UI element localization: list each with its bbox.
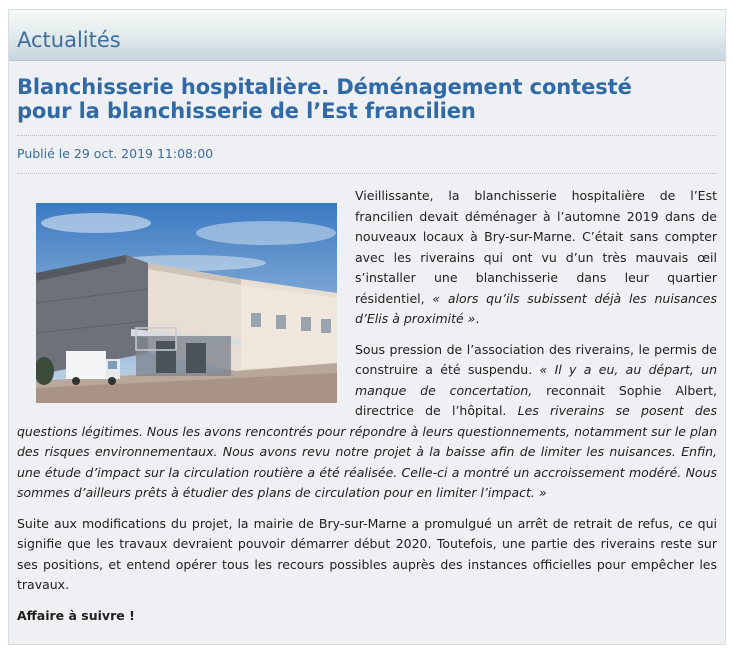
section-title: Actualités bbox=[17, 28, 121, 52]
paragraph-2-quote: « Il y a eu, au départ, un manque de concertation, bbox=[355, 362, 717, 398]
paragraph-2-attribution: reconnait Sophie Albert, directrice de l’hôpital. bbox=[355, 382, 717, 418]
news-panel bbox=[8, 9, 726, 645]
paragraph-3: Suite aux modifications du projet, la mairie de Bry-sur-Marne a promulgué un arrêt de retrait de refus, ce qui signifie que les travaux devraient pouvoir démarrer début 2020. Toutefois, une partie des riverains reste sur ses positions, et entend opérer tous les recours possibles auprès des instances officielles pour empêcher les travaux. bbox=[17, 515, 717, 592]
divider bbox=[17, 135, 717, 136]
building-photo bbox=[36, 203, 337, 403]
paragraph-1-text: Vieillissante, la blanchisserie hospitalière de l’Est francilien devait déménager à l’automne 2019 dans de nouveaux locaux à Bry-sur-Marne. C’était sans compter avec les riverains qui ont vu d’un très mauvais œil s’installer une blanchisserie dans leur quartier résidentiel, bbox=[355, 188, 717, 306]
paragraph-1-end: . bbox=[475, 311, 480, 326]
headline-line-1: Blanchisserie hospitalière. Déménagement contesté bbox=[17, 75, 632, 99]
divider bbox=[17, 173, 717, 174]
section-header bbox=[9, 10, 725, 61]
article-image bbox=[36, 203, 337, 403]
headline-line-2: pour la blanchisserie de l’Est francilien bbox=[17, 99, 476, 123]
article-body bbox=[17, 186, 717, 626]
paragraph-2-quote-continued: Les riverains se posent des questions légitimes. Nous les avons rencontrés pour répondre à leurs questionnements, notamment sur le plan des risques environnementaux. Nous avons revu notre projet à la baisse afin de limiter les nuisances. Enfin, une étude d’impact sur la circulation routière a été réalisée. Celle-ci a montré un accroissement modéré. Nous sommes d’ailleurs prêts à étudier des plans de circulation pour en limiter l’impact. » bbox=[17, 403, 718, 500]
article-headline bbox=[17, 75, 717, 123]
article bbox=[9, 61, 725, 626]
paragraph-2-text: Sous pression de l’association des riverains, le permis de construire a été suspendu. bbox=[355, 341, 717, 377]
publication-date: Publié le 29 oct. 2019 11:08:00 bbox=[17, 146, 214, 161]
paragraph-1-quote: « alors qu’ils subissent déjà les nuisances d’Elis à proximité » bbox=[355, 290, 717, 326]
closing-line: Affaire à suivre ! bbox=[17, 607, 135, 623]
